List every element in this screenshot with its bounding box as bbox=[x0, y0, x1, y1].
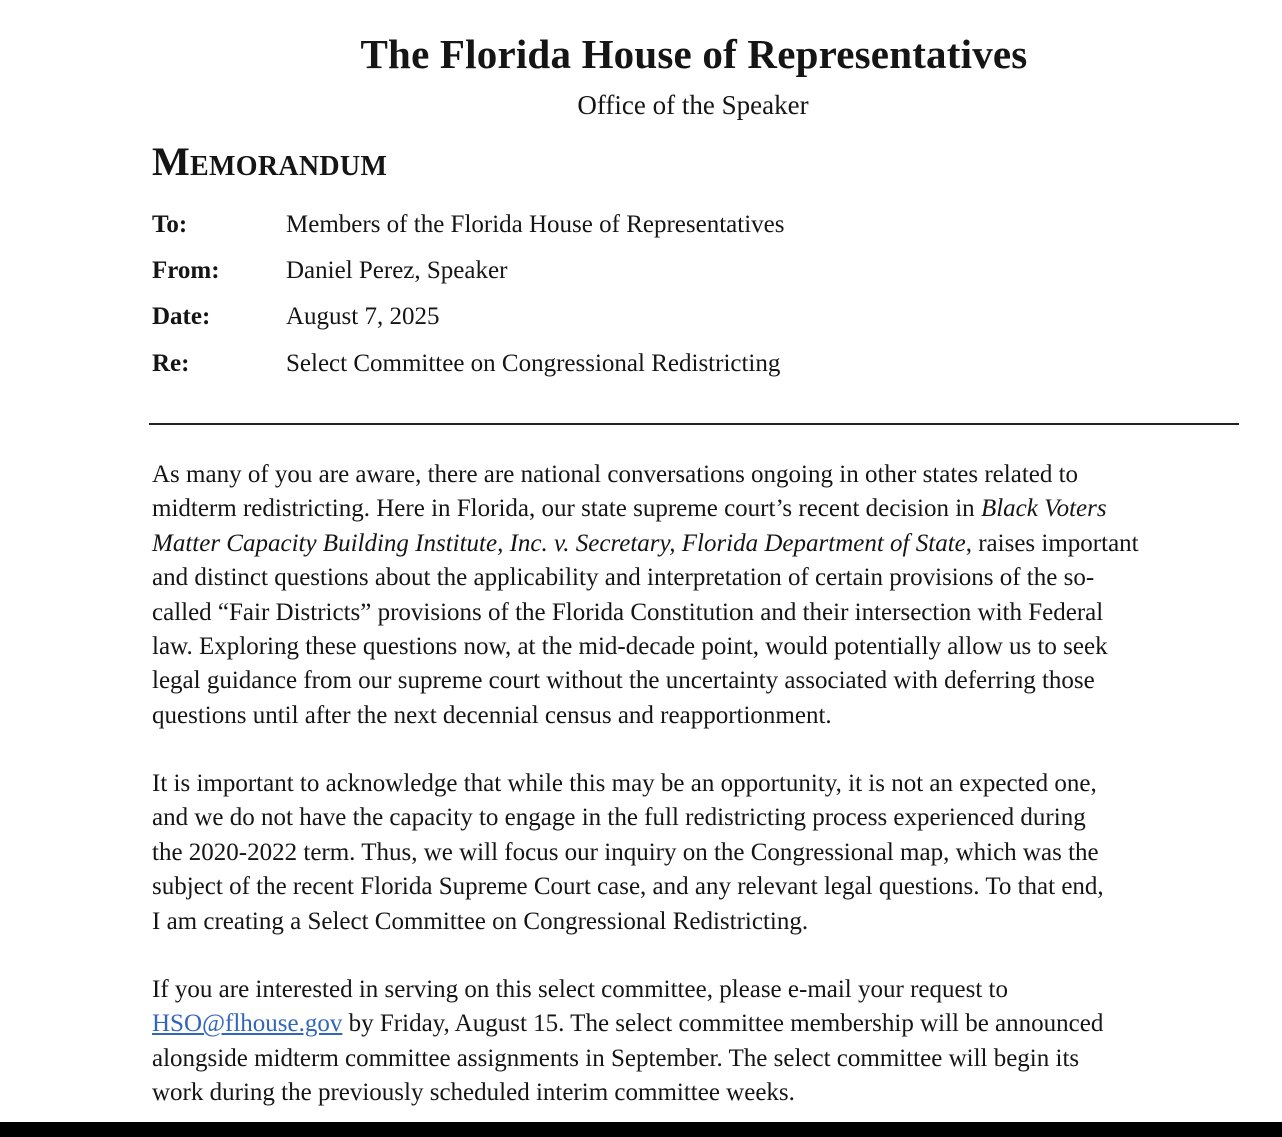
re-label: Re: bbox=[152, 350, 190, 377]
page-subtitle: Office of the Speaker bbox=[577, 90, 809, 120]
date-label: Date: bbox=[152, 303, 211, 330]
paragraph-2-line: subject of the recent Florida Supreme Court case, and any relevant legal questions. To that end, bbox=[152, 873, 1104, 901]
paragraph-3-line: If you are interested in serving on this select committee, please e-mail your request to bbox=[152, 976, 1008, 1003]
to-value: Members of the Florida House of Representatives bbox=[286, 211, 785, 238]
paragraph-1-line: questions until after the next decennial census and reapportionment. bbox=[152, 701, 832, 729]
paragraph-1-line: called “Fair Districts” provisions of the Florida Constitution and their intersection with Federal bbox=[152, 598, 1104, 626]
case-name-italic: Black Voters bbox=[980, 495, 1107, 523]
paragraph-2 bbox=[152, 767, 1262, 939]
memo-heading: Memorandum bbox=[152, 139, 388, 184]
paragraph-1-line: law. Exploring these questions now, at the mid-decade point, would potentially allow us to seek bbox=[152, 633, 1108, 661]
paragraph-1-line bbox=[152, 492, 1262, 526]
paragraph-2-line: I am creating a Select Committee on Congressional Redistricting. bbox=[152, 907, 809, 935]
date-value: August 7, 2025 bbox=[286, 303, 440, 330]
bottom-black-bar bbox=[0, 1122, 1282, 1137]
paragraph-2-line: the 2020-2022 term. Thus, we will focus our inquiry on the Congressional map, which was the bbox=[152, 838, 1099, 866]
header-divider bbox=[149, 423, 1239, 425]
to-label: To: bbox=[152, 211, 188, 238]
paragraph-3-text: by Friday, August 15. The select committee membership will be announced bbox=[342, 1010, 1104, 1038]
paragraph-1-line: legal guidance from our supreme court without the uncertainty associated with deferring those bbox=[152, 667, 1095, 695]
re-value: Select Committee on Congressional Redistricting bbox=[286, 350, 781, 377]
paragraph-1-line: and distinct questions about the applicability and interpretation of certain provisions of the so- bbox=[152, 564, 1095, 592]
paragraph-1-text: midterm redistricting. Here in Florida, our state supreme court’s recent decision in bbox=[152, 495, 981, 523]
paragraph-1-line bbox=[152, 527, 1262, 561]
paragraph-2-line: It is important to acknowledge that while this may be an opportunity, it is not an expected one, bbox=[152, 770, 1097, 797]
paragraph-3-line: work during the previously scheduled interim committee weeks. bbox=[152, 1079, 795, 1107]
page-title: The Florida House of Representatives bbox=[360, 31, 1028, 77]
case-name-italic: Matter Capacity Building Institute, Inc. v. Secretary, Florida Department of State bbox=[152, 529, 966, 557]
paragraph-1-text: , raises important bbox=[965, 529, 1139, 557]
email-link[interactable]: HSO@flhouse.gov bbox=[152, 1010, 343, 1038]
from-label: From: bbox=[152, 257, 220, 284]
paragraph-3-line bbox=[152, 1007, 1262, 1041]
from-value: Daniel Perez, Speaker bbox=[286, 257, 508, 284]
paragraph-3 bbox=[152, 973, 1262, 1111]
paragraph-2-line: and we do not have the capacity to engage in the full redistricting process experienced during bbox=[152, 804, 1086, 832]
paragraph-1-line: As many of you are aware, there are national conversations ongoing in other states related to bbox=[152, 461, 1079, 488]
paragraph-3-line: alongside midterm committee assignments in September. The select committee will begin its bbox=[152, 1044, 1080, 1072]
paragraph-1 bbox=[152, 458, 1262, 733]
